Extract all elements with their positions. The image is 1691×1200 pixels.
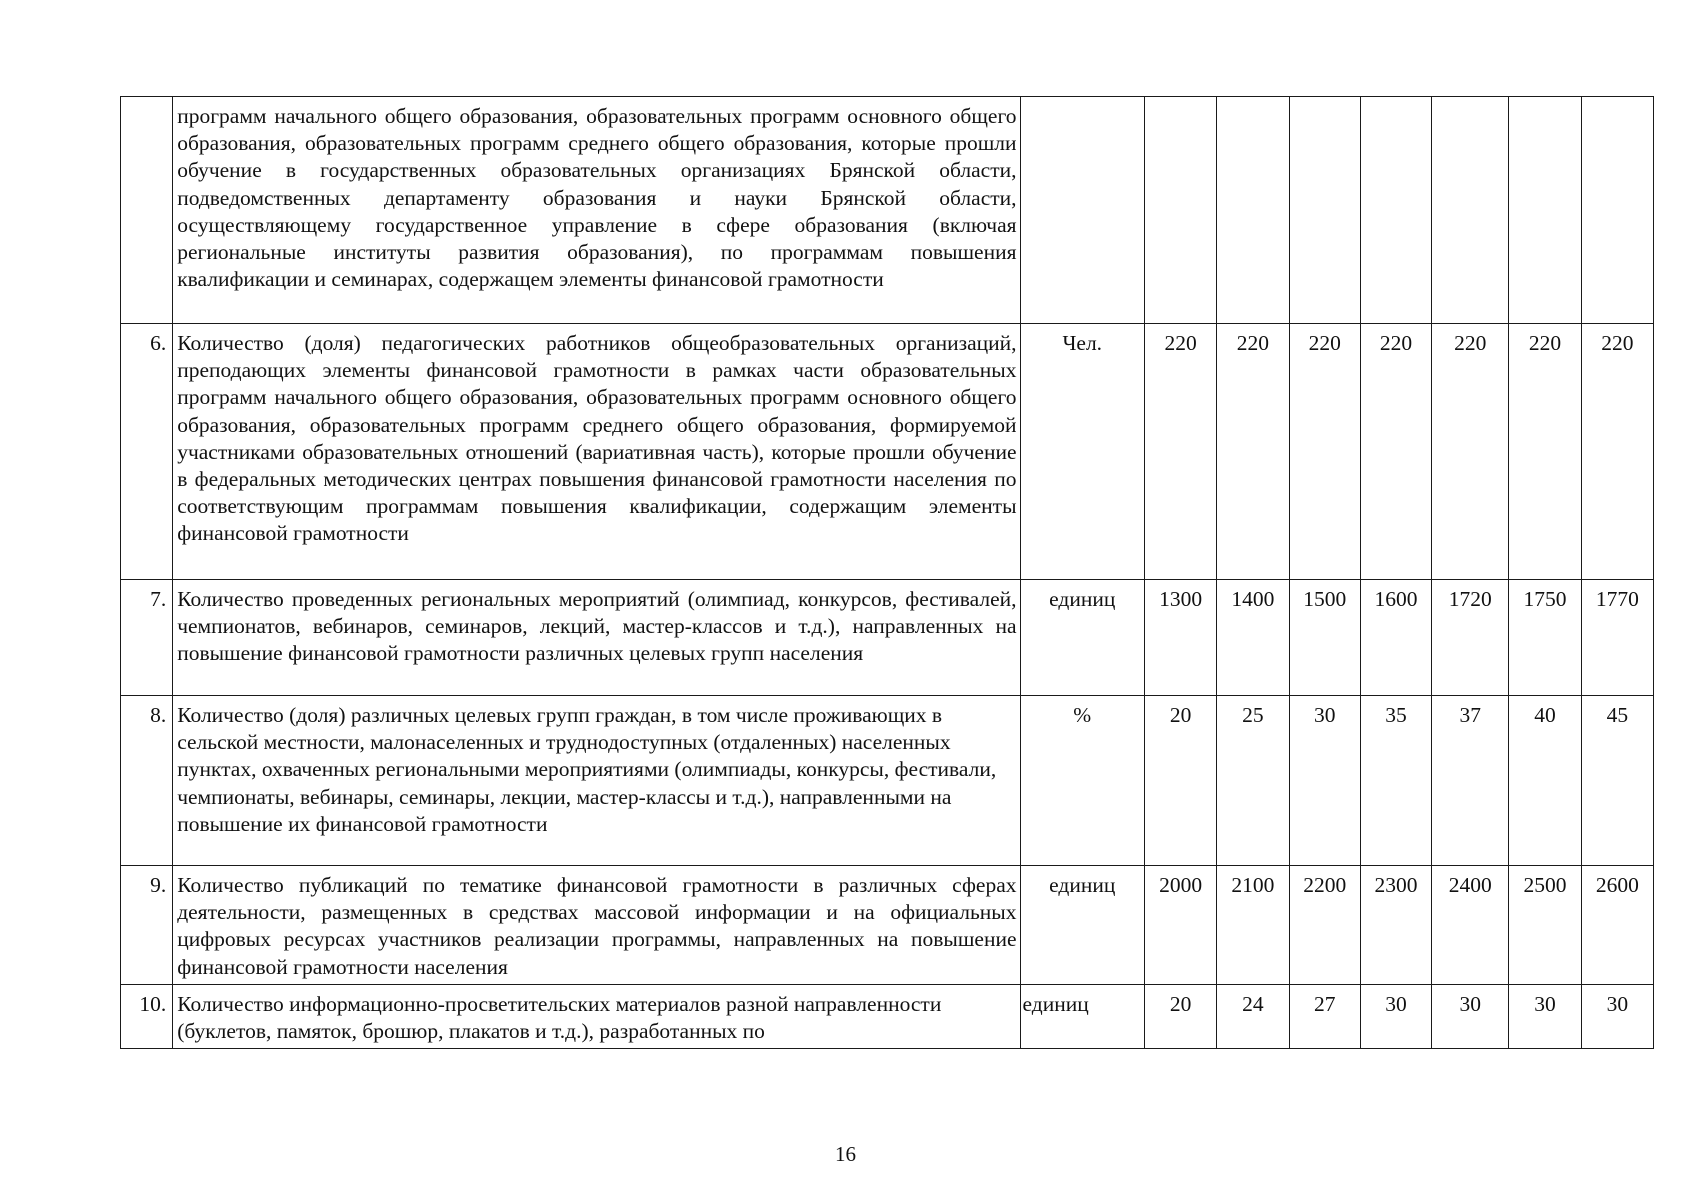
value-cell: 1500 [1289, 580, 1360, 696]
row-description: Количество публикаций по тематике финансовой грамотности в различных сферах деятельности, размещенных в средствах массовой информации и на официальных цифровых ресурсах участников реализации программы, направленных на повышение финансовой грамотности населения [173, 866, 1020, 985]
row-unit: единиц [1020, 984, 1144, 1048]
value-cell: 20 [1145, 984, 1217, 1048]
table-row [121, 97, 1654, 324]
value-cell: 2200 [1289, 866, 1360, 985]
value-cell: 220 [1145, 324, 1217, 580]
row-description: Количество (доля) различных целевых групп граждан, в том числе проживающих в сельской местности, малонаселенных и труднодоступных (отдаленных) населенных пунктах, охваченных региональными мероприятиями (олимпиады, конкурсы, фестивали, чемпионаты, вебинары, семинары, лекции, мастер-классы и т.д.), направленными на повышение их финансовой грамотности [173, 696, 1020, 866]
value-cell: 30 [1432, 984, 1509, 1048]
value-cell: 220 [1581, 324, 1653, 580]
value-cell: 35 [1360, 696, 1431, 866]
value-cell: 2300 [1360, 866, 1431, 985]
value-cell: 1600 [1360, 580, 1431, 696]
page-number: 16 [835, 1142, 856, 1166]
row-unit: единиц [1020, 866, 1144, 985]
table-row [121, 866, 1654, 985]
value-cell: 220 [1509, 324, 1581, 580]
row-description: Количество информационно-просветительских материалов разной направленности (буклетов, памяток, брошюр, плакатов и т.д.), разработанных по [173, 984, 1020, 1048]
table-row [121, 696, 1654, 866]
value-cell: 30 [1509, 984, 1581, 1048]
row-unit: % [1020, 696, 1144, 866]
value-cell: 30 [1289, 696, 1360, 866]
row-number: 9. [121, 866, 173, 985]
value-cell: 27 [1289, 984, 1360, 1048]
row-unit: Чел. [1020, 324, 1144, 580]
row-description: Количество проведенных региональных мероприятий (олимпиад, конкурсов, фестивалей, чемпионатов, вебинаров, семинаров, лекций, мастер-классов и т.д.), направленных на повышение финансовой грамотности различных целевых групп населения [173, 580, 1020, 696]
value-cell [1432, 97, 1509, 324]
value-cell: 30 [1581, 984, 1653, 1048]
value-cell: 2100 [1217, 866, 1289, 985]
value-cell: 25 [1217, 696, 1289, 866]
value-cell: 20 [1145, 696, 1217, 866]
value-cell: 2000 [1145, 866, 1217, 985]
table-row [121, 984, 1654, 1048]
row-number [121, 97, 173, 324]
row-description: программ начального общего образования, образовательных программ основного общего образования, образовательных программ среднего общего образования, которые прошли обучение в государственных образовательных организациях Брянской области, подведомственных департаменту образования и науки Брянской области, осуществляющему государственное управление в сфере образования (включая региональные институты развития образования), по программам повышения квалификации и семинарах, содержащем элементы финансовой грамотности [173, 97, 1020, 324]
value-cell [1145, 97, 1217, 324]
value-cell: 220 [1432, 324, 1509, 580]
value-cell: 1720 [1432, 580, 1509, 696]
value-cell: 24 [1217, 984, 1289, 1048]
table-row [121, 324, 1654, 580]
value-cell: 2400 [1432, 866, 1509, 985]
value-cell [1217, 97, 1289, 324]
value-cell: 220 [1217, 324, 1289, 580]
value-cell: 1300 [1145, 580, 1217, 696]
value-cell: 1400 [1217, 580, 1289, 696]
value-cell [1360, 97, 1431, 324]
table-row [121, 580, 1654, 696]
value-cell [1581, 97, 1653, 324]
value-cell: 37 [1432, 696, 1509, 866]
value-cell: 2500 [1509, 866, 1581, 985]
row-number: 10. [121, 984, 173, 1048]
row-number: 6. [121, 324, 173, 580]
value-cell: 30 [1360, 984, 1431, 1048]
value-cell: 220 [1289, 324, 1360, 580]
value-cell: 1750 [1509, 580, 1581, 696]
indicators-table [120, 96, 1654, 1049]
value-cell: 1770 [1581, 580, 1653, 696]
value-cell: 220 [1360, 324, 1431, 580]
value-cell: 45 [1581, 696, 1653, 866]
value-cell [1289, 97, 1360, 324]
row-unit: единиц [1020, 580, 1144, 696]
row-unit [1020, 97, 1144, 324]
value-cell [1509, 97, 1581, 324]
value-cell: 2600 [1581, 866, 1653, 985]
row-number: 8. [121, 696, 173, 866]
value-cell: 40 [1509, 696, 1581, 866]
row-description: Количество (доля) педагогических работников общеобразовательных организаций, преподающих элементы финансовой грамотности в рамках части образовательных программ начального общего образования, образовательных программ основного общего образования, образовательных программ среднего общего образования, формируемой участниками образовательных отношений (вариативная часть), которые прошли обучение в федеральных методических центрах повышения финансовой грамотности населения по соответствующим программам повышения квалификации, содержащим элементы финансовой грамотности [173, 324, 1020, 580]
row-number: 7. [121, 580, 173, 696]
